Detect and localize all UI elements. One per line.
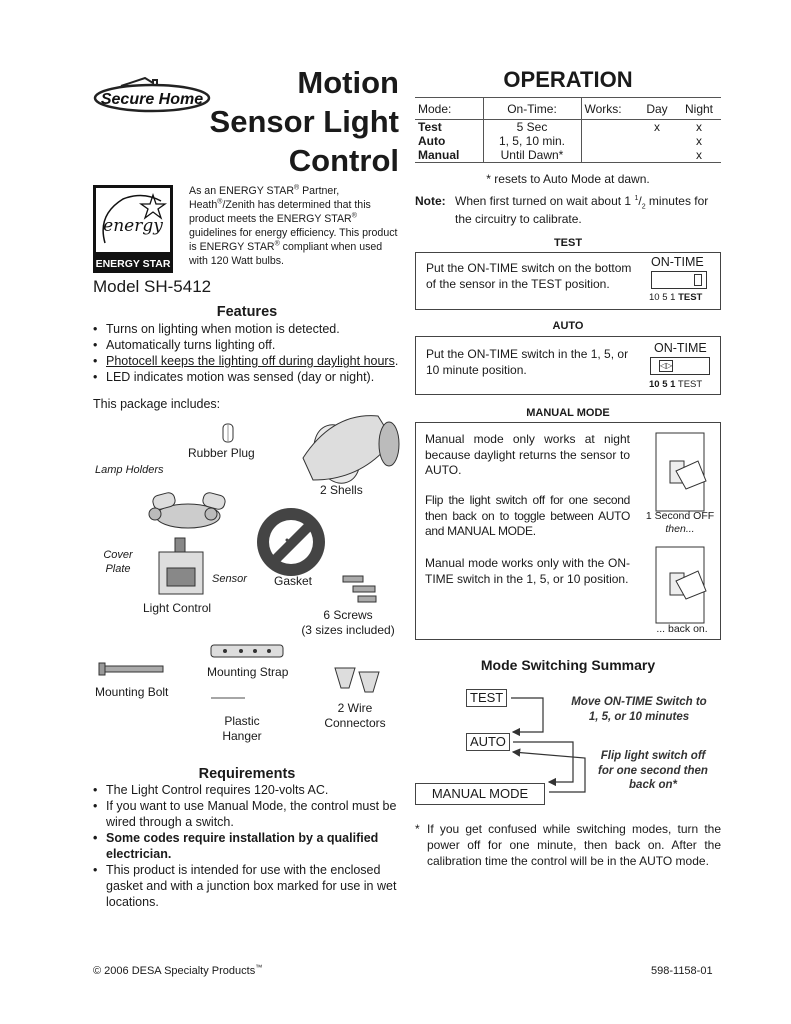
- table-row: Test 5 Sec x x: [418, 120, 702, 134]
- list-item: • Turns on lighting when motion is detected.: [93, 321, 403, 337]
- table-header: On-Time:: [483, 98, 581, 120]
- test-heading: TEST: [553, 237, 583, 249]
- on-time-label: ON-TIME: [651, 255, 704, 269]
- mounting-bolt-drawing: [99, 663, 163, 675]
- screws-drawing: [343, 576, 376, 602]
- mounting-strap-drawing: [211, 645, 283, 657]
- manual-p3: Manual mode works only with the ON-TIME switch in the 1, 5, or 10 position.: [425, 556, 630, 586]
- list-item: • If you want to use Manual Mode, the control must be wired through a switch.: [93, 798, 403, 830]
- auto-heading: AUTO: [552, 320, 584, 332]
- table-header: Day: [637, 98, 677, 120]
- title-line-3: Control: [288, 142, 399, 178]
- energy-star-logo: [93, 185, 173, 273]
- list-item: • Automatically turns lighting off.: [93, 337, 403, 353]
- cover-plate-label: Cover Plate: [103, 549, 133, 576]
- sensor-label: Sensor: [212, 573, 247, 585]
- screws-label: 6 Screws (3 sizes included): [301, 608, 395, 638]
- requirements-list: [93, 782, 403, 910]
- switch-positions: 10 5 1 TEST: [649, 292, 703, 303]
- test-mode-tag: TEST: [466, 689, 507, 707]
- shells-drawing: [303, 416, 399, 490]
- switch-caption: 1 Second OFF then...: [645, 510, 715, 536]
- gasket-label: Gasket: [274, 574, 313, 588]
- document-code: 598-1158-01: [651, 965, 713, 977]
- light-switch-off-drawing: [652, 431, 708, 513]
- auto-box: [415, 336, 721, 395]
- package-intro: This package includes:: [93, 397, 221, 411]
- summary-note-2: Flip light switch off for one second then back on*: [598, 750, 708, 792]
- shells-label: 2 Shells: [320, 483, 363, 497]
- switch-positions: 10 5 1 TEST: [649, 379, 703, 390]
- list-item: • The Light Control requires 120-volts AC.: [93, 782, 403, 798]
- test-box: [415, 252, 721, 310]
- table-header-row: [415, 98, 721, 120]
- light-control-label: Light Control: [143, 601, 212, 615]
- list-item: • Some codes require installation by a qualified electrician.: [93, 830, 403, 862]
- svg-text:energy: energy: [103, 216, 163, 236]
- wire-connectors-drawing: [335, 668, 379, 692]
- mode-table: [415, 97, 721, 163]
- manual-p1: Manual mode only works at night because daylight returns the sensor to AUTO.: [425, 432, 630, 478]
- list-item: • Photocell keeps the lighting off during daylight hours.: [93, 353, 403, 369]
- gasket-drawing: [257, 508, 325, 576]
- energy-star-statement: As an ENERGY STAR® Partner, Heath®/Zenith has determined that this product meets the ENERGY STAR® guidelines for energy efficiency. This product is ENERGY STAR® compliant when used with 120 Watt bulbs.: [189, 184, 398, 268]
- lamp-holders-label: Lamp Holders: [95, 464, 164, 476]
- light-switch-on-drawing: [652, 545, 708, 625]
- table-header: Works:: [581, 98, 637, 120]
- requirements-heading: Requirements: [198, 766, 296, 782]
- switch-caption: ... back on.: [656, 623, 708, 635]
- table-row: Manual Until Dawn* x: [415, 148, 721, 163]
- table-row: Auto 1, 5, 10 min. x: [418, 134, 702, 148]
- table-footnote: * resets to Auto Mode at dawn.: [486, 172, 650, 186]
- auto-instructions: Put the ON-TIME switch in the 1, 5, or 10 minute position.: [426, 347, 629, 377]
- page-title: [139, 64, 399, 180]
- rubber-plug-drawing: [223, 424, 233, 442]
- list-item: • LED indicates motion was sensed (day or night).: [93, 369, 403, 385]
- summary-heading: Mode Switching Summary: [480, 657, 656, 673]
- manual-heading: MANUAL MODE: [526, 407, 610, 419]
- model-number: Model SH-5412: [93, 277, 212, 296]
- copyright: © 2006 DESA Specialty Products™: [93, 964, 263, 977]
- table-header: Mode:: [415, 98, 483, 120]
- wire-connectors-label: 2 Wire Connectors: [324, 701, 386, 731]
- on-time-switch: [651, 271, 707, 289]
- operation-heading: OPERATION: [503, 67, 633, 92]
- on-time-label: ON-TIME: [654, 341, 707, 355]
- calibration-note: Note: When first turned on wait about 1 $^1/_2$ minutes for the circuitry to calibrate.: [415, 194, 709, 227]
- table-header: Night: [677, 98, 721, 120]
- title-line-2: Sensor Light: [209, 103, 399, 139]
- energy-star-label: ENERGY STAR: [95, 258, 171, 270]
- test-instructions: Put the ON-TIME switch on the bottom of the sensor in the TEST position.: [426, 261, 632, 291]
- plastic-hanger-label: Plastic Hanger: [222, 714, 262, 744]
- rubber-plug-label: Rubber Plug: [188, 446, 255, 460]
- features-list: [93, 321, 403, 385]
- list-item: • This product is intended for use with the enclosed gasket and with a junction box marked for use in wet locations.: [93, 862, 403, 910]
- mounting-strap-label: Mounting Strap: [207, 665, 289, 679]
- brand-text: Secure Home: [100, 91, 204, 108]
- summary-note-1: Move ON-TIME Switch to 1, 5, or 10 minutes: [571, 696, 707, 723]
- features-heading: Features: [216, 304, 278, 320]
- manual-box: [415, 422, 721, 640]
- on-time-switch: ◁▷: [650, 357, 710, 375]
- manual-p2: Flip the light switch off for one second then back on to toggle between AUTO and MANUAL MODE.: [425, 493, 630, 539]
- auto-mode-tag: AUTO: [466, 733, 510, 751]
- title-line-1: Motion: [297, 65, 399, 100]
- footnote: * If you get confused while switching modes, turn the power off for one minute, then back on. After the calibration time the control will be in the AUTO mode.: [415, 822, 721, 868]
- manual-mode-tag: MANUAL MODE: [415, 783, 545, 805]
- mounting-bolt-label: Mounting Bolt: [95, 685, 169, 699]
